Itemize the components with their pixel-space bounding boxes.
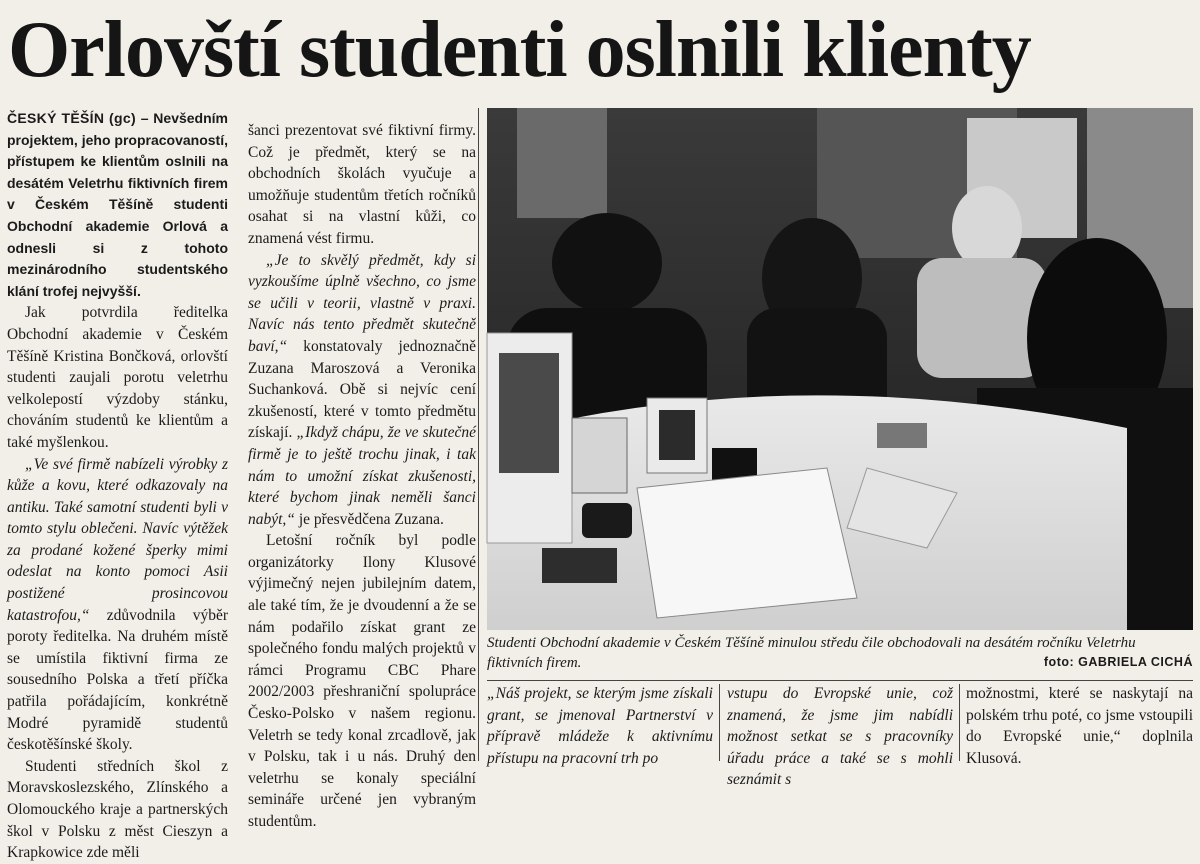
paragraph-1: Jak potvrdila ředitelka Obchodní akademie v Českém Těšíně Kristina Bončková, orlovští studenti zaujali porotu veletrhu velkolepostí výzdoby stánku, chováním studentů ke klientům a také myšlenkou.: [7, 304, 228, 451]
bottom-column-divider-2: [959, 684, 960, 761]
article-column-1: [7, 108, 228, 862]
lead-place: ČESKÝ TĚŠÍN (gc) –: [7, 110, 149, 126]
paragraph-2: [7, 454, 228, 756]
column-2-wrap: [248, 120, 476, 833]
lead-text: Nevšedním projektem, jeho propracovaností, přístupem ke klientům oslnili na desátém Veletrhu fiktivních firem v Českém Těšíně studenti Obchodní akademie Orlová a odnesli si z tohoto mezinárodního studentského klání trofej nejvyšší.: [7, 110, 228, 299]
bottom-column-1: [487, 683, 713, 767]
bottom-column-1-text: „Náš projekt, se kterým jsme získali grant, se jmenoval Partnerství v přípravě mládeže k aktivnímu přístupu na pracovní trh po: [487, 685, 713, 767]
photo-illustration: [487, 108, 1193, 630]
bottom-column-2: [727, 683, 953, 789]
headline: Orlovští studenti oslnili klienty: [8, 6, 1031, 94]
lead-paragraph: [7, 108, 228, 302]
paragraph-3: Studenti středních škol z Moravskoslezského, Zlínského a Olomouckého kraje a partnerských škol v Polsku z měst Cieszyn a Krapkowice zde měli: [7, 757, 228, 862]
quote-5b: „Ikdyž chápu, že ve skutečné firmě je to ještě trochu jinak, i tak nám to umožní získat zkušenosti, které bychom jinak neměli šanci nabýt,“: [248, 424, 476, 528]
bottom-column-3-text: možnostmi, které se naskytají na polském trhu poté, co jsme vstoupili do Evropské unie,“ doplnila Klusová.: [966, 685, 1193, 767]
photo-caption-text: Studenti Obchodní akademie v Českém Těšíně minulou středu čile obchodovali na desátém ročníku Veletrhu fiktivních firem.: [487, 635, 1136, 671]
news-photo: [487, 108, 1193, 630]
paragraph-4: šanci prezentovat své fiktivní firmy. Což je předmět, který se na obchodních školách vyučuje a umožňuje studentům třetích ročníků osahat si na vlastní kůži, co znamená vést firmu.: [248, 122, 476, 247]
quote-5: „Je to skvělý předmět, kdy si vyzkoušíme úplně všechno, co jsme se učili v teorii, vlastně v praxi. Navíc nás tento předmět skutečně baví,“: [248, 251, 476, 355]
column-divider: [478, 108, 479, 761]
bottom-column-divider-1: [719, 684, 720, 761]
article-column-2: [248, 60, 476, 830]
paragraph-2-rest: zdůvodnila výběr poroty ředitelka. Na druhém místě se umístila fiktivní firma ze sousedního Polska a třetí příčka patřila pořádajícím, konkrétně Modré pyramidě studentů českotěšínské školy.: [7, 606, 228, 754]
paragraph-5: [248, 250, 476, 531]
paragraph-6: Letošní ročník byl podle organizátorky Ilony Klusové výjimečný nejen jubilejním datem, ale také tím, že je dvoudenní a že se nám podařilo získat grant ze společného fondu malých projektů v rámci Programu CBC Phare 2002/2003 přeshraniční spolupráce Česko-Polsko v našem regionu. Veletrh se tedy konal zrcadlově, jak v Polsku, tak i u nás. Druhý den veletrhu se konaly speciální semináře určené jen vybraným studentům.: [248, 532, 476, 830]
bottom-divider: [487, 680, 1193, 681]
bottom-column-2-text: vstupu do Evropské unie, což znamená, že jsme jim nabídli možnost setkat se s pracovníky úřadu práce a také se s mohli seznámit s: [727, 685, 953, 789]
paragraph-5-rest2: je přesvědčena Zuzana.: [294, 510, 444, 528]
paragraph-5-rest: konstatovaly jednoznačně Zuzana Maroszová a Veronika Suchanková. Obě si nejvíc cení zkušeností, které v tomto předmětu získají.: [248, 337, 476, 442]
photo-credit: foto: GABRIELA CICHÁ: [1043, 655, 1193, 669]
bottom-column-3: [966, 683, 1193, 767]
quote-2: „Ve své firmě nabízeli výrobky z kůže a kovu, které odkazovaly na antiku. Také samotní studenti byli v tomto stylu oblečeni. Navíc výtěžek za prodané kožené šperky mimi odeslat na konto pomoci Asii postižené prosincovou katastrofou,“: [7, 455, 228, 624]
